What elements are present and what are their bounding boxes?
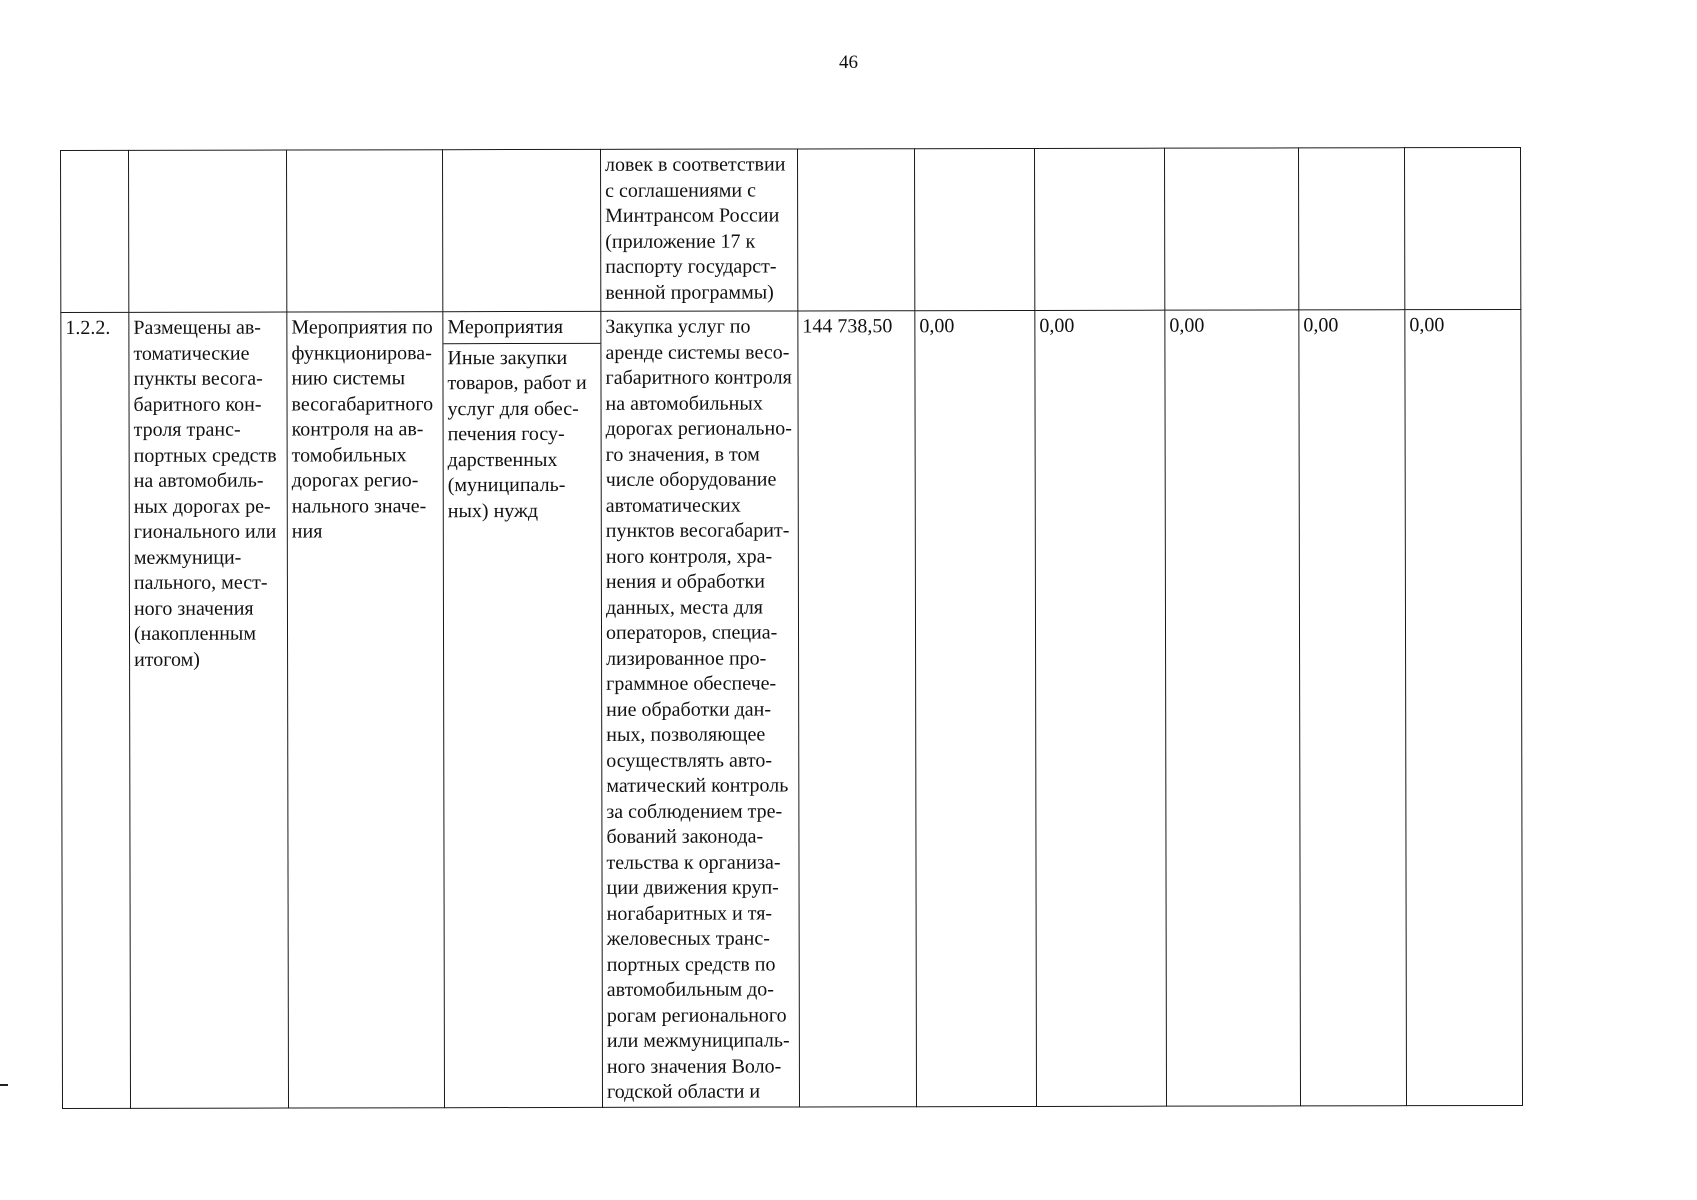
cell-empty (1298, 148, 1404, 310)
table-row-1-2-2 (61, 309, 1523, 1108)
cell-empty (129, 150, 287, 312)
cell-empty (443, 149, 601, 311)
cell-empty (1404, 147, 1520, 309)
cell-empty (61, 150, 129, 312)
cell-empty (287, 150, 443, 312)
value-cell: 0,00 (1299, 310, 1407, 1106)
value-cell: 0,00 (1165, 310, 1301, 1106)
value-cell: 0,00 (1035, 310, 1167, 1106)
result-cell: Размещены ав- томатические пункты весога- баритного кон- троля транс- портных средств на автомобиль- ных дорогах ре- гионального или межмуници- пального, мест- ного значения (накопленным итогом) (129, 312, 289, 1108)
description-cell: Закупка услуг по аренде системы весо- габаритного контроля на автомобильных дорогах регионально- го значения, в том числе оборудование автоматических пунктов весогабарит- ного контроля, хра- нения и обработки данных, места для операторов, специа- лизированное про- граммное обеспече- ние обработки дан- ных, позволяющее осуществлять авто- матический контроль за соблюдением тре- бований законода- тельства к организа- ции движения круп- ногабаритных и тя- желовесных транс- портных средств по автомобильным до- рогам регионального или межмуниципаль- ного значения Воло- годской области и (601, 311, 800, 1107)
program-table (60, 147, 1523, 1109)
cell-empty (1164, 148, 1298, 310)
expense-type-header: Мероприятия (443, 312, 600, 344)
table-row-continuation (61, 147, 1521, 312)
expense-type-text: Иные закупки товаров, работ и услуг для обес- печения госу- дарственных (муниципаль- ных) нужд (447, 346, 587, 522)
cell-empty (797, 149, 914, 311)
value-cell: 0,00 (1405, 309, 1523, 1105)
continuation-description-cell: ловек в соответствии с соглашениями с Минтрансом России (приложение 17 к паспорту государст- венной программы) (600, 149, 797, 311)
activity-cell: Мероприятия по функционирова- нию системы весогабаритного контроля на ав- томобильных дорогах регио- нального значе- ния (287, 312, 445, 1108)
margin-mark (0, 1084, 8, 1086)
cell-empty (914, 148, 1034, 310)
value-cell: 144 738,50 (798, 311, 917, 1107)
row-number-cell: 1.2.2. (61, 312, 131, 1108)
page-number: 46 (839, 52, 858, 73)
cell-empty (1034, 148, 1164, 310)
expense-type-cell (443, 311, 603, 1107)
value-cell: 0,00 (915, 310, 1037, 1106)
